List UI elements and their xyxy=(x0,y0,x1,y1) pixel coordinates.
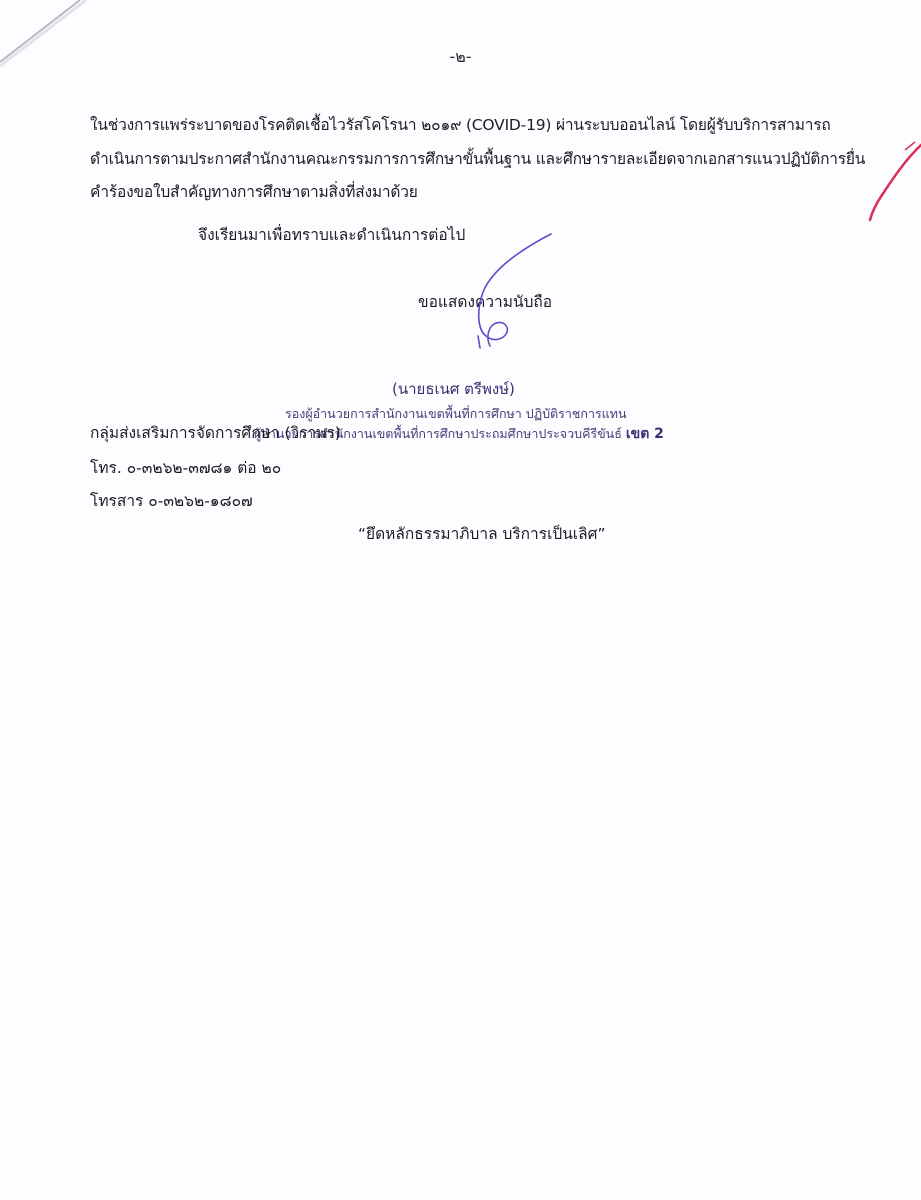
department-contact: กลุ่มส่งเสริมการจัดการศึกษา (วิราพร) xyxy=(90,424,341,442)
motto: “ยึดหลักธรรมาภิบาล บริการเป็นเลิศ” xyxy=(358,525,606,543)
phone-number: โทร. ๐-๓๒๖๒-๓๗๘๑ ต่อ ๒๐ xyxy=(90,459,282,477)
red-pen-mark xyxy=(870,145,921,220)
paragraph-line-1: ในช่วงการแพร่ระบาดของโรคติดเชื้อไวรัสโคโรนา ๒๐๑๙ (COVID-19) ผ่านระบบออนไลน์ โดยผู้รับบริการสามารถ xyxy=(90,116,831,134)
scan-corner-shadow-soft xyxy=(0,0,86,66)
regards-text: ขอแสดงความนับถือ xyxy=(418,293,553,311)
scan-corner-shadow xyxy=(0,0,80,62)
handwritten-signature xyxy=(478,234,551,348)
signer-name: (นายธเนศ ตรีพงษ์) xyxy=(392,380,515,398)
closing-line: จึงเรียนมาเพื่อทราบและดำเนินการต่อไป xyxy=(198,226,466,244)
signer-title-office: ผู้อำนวยการสำนักงานเขตพื้นที่การศึกษาประถมศึกษาประจวบคีรีขันธ์ xyxy=(254,426,622,441)
page-number: -๒- xyxy=(449,47,472,66)
paragraph-line-3: คำร้องขอใบสำคัญทางการศึกษาตามสิ่งที่ส่งมาด้วย xyxy=(90,183,418,201)
paragraph-line-2: ดำเนินการตามประกาศสำนักงานคณะกรรมการการศึกษาขั้นพื้นฐาน และศึกษารายละเอียดจากเอกสารแนวปฏิบัติการยื่น xyxy=(90,150,866,168)
fax-number: โทรสาร ๐-๓๒๖๒-๑๘๐๗ xyxy=(90,492,253,510)
signer-title-zone: เขต 2 xyxy=(625,426,664,442)
signer-title-line-1: รองผู้อำนวยการสำนักงานเขตพื้นที่การศึกษา ปฏิบัติราชการแทน xyxy=(285,406,627,421)
red-pen-mark-tick xyxy=(905,142,915,150)
